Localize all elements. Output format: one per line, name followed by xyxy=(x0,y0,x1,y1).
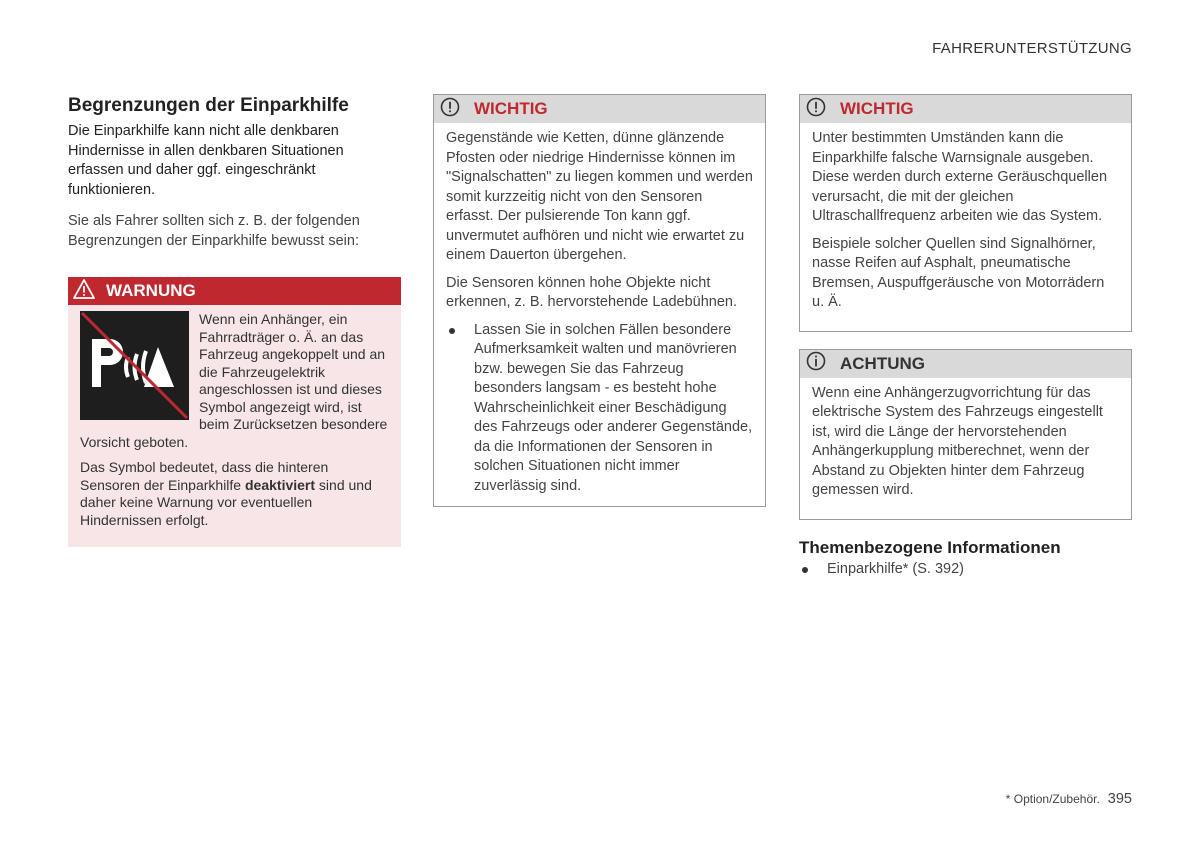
important-box-2 xyxy=(799,94,1132,332)
important-paragraph-3: Unter bestimmten Umständen kann die Einparkhilfe falsche Warnsignale ausgeben. Diese werden durch externe Geräuschquellen verursacht, die mit der gleichen Ultraschallfrequenz arbeiten wie das System. xyxy=(812,130,1108,224)
column-left xyxy=(68,94,401,547)
important-list xyxy=(446,321,753,497)
warning-text-1: Wenn ein Anhänger, ein Fahrradträger o. Ä. an das Fahrzeug angekoppelt und an die Fahrzeugelektrik angeschlossen ist und dieses Symbol angezeigt wird, ist beim Zurücksetzen besondere Vorsicht geboten. xyxy=(80,311,388,450)
section-heading: Begrenzungen der Einparkhilfe xyxy=(68,95,349,116)
footnote: * Option/Zubehör. xyxy=(1005,792,1100,806)
important-header-2 xyxy=(800,95,1131,123)
important-paragraph-1: Gegenstände wie Ketten, dünne glänzende Pfosten oder niedrige Hindernisse können im "Signalschatten" zu liegen kommen und werden somit kurzzeitig nicht von den Sensoren erfasst. Der pulsierende Ton kann ggf. unvermutet aufhören und nicht wie erwartet zu einem Dauerton übergehen. xyxy=(446,130,753,263)
important-title: WICHTIG xyxy=(474,99,548,118)
info-circle-icon xyxy=(806,351,840,376)
attention-header xyxy=(800,350,1131,378)
footer xyxy=(1006,791,1132,807)
list-item: Lassen Sie in solchen Fällen besondere Aufmerksamkeit walten und manövrieren bzw. bewegen Sie das Fahrzeug besonders langsam - es besteht hohe Wahrscheinlichkeit einer Beschädigung des Fahrzeugs oder anderer Gegenstände, da die Informationen der Sensoren in solchen Situationen nicht immer zuverlässig sind. xyxy=(446,321,753,497)
warning-box xyxy=(68,277,401,547)
page-number: 395 xyxy=(1107,791,1132,807)
warning-body xyxy=(68,305,401,547)
column-right xyxy=(799,94,1132,579)
important-paragraph-4: Beispiele solcher Quellen sind Signalhörner, nasse Reifen auf Asphalt, pneumatische Bremsen, Auspuffgeräusche von Motorrädern u. Ä. xyxy=(812,235,1105,310)
important-paragraph-2: Die Sensoren können hohe Objekte nicht erkennen, z. B. hervorstehende Ladebühnen. xyxy=(446,274,738,310)
important-box xyxy=(433,94,766,507)
column-middle xyxy=(433,94,766,507)
important-body xyxy=(434,123,765,506)
important-body-2 xyxy=(800,123,1131,331)
intro-paragraph: Die Einparkhilfe kann nicht alle denkbaren Hindernisse in allen denkbaren Situationen erfassen und daher ggf. eingeschränkt funktionieren. xyxy=(68,123,344,198)
related-link[interactable]: Einparkhilfe* (S. 392) xyxy=(799,560,1132,580)
related-info-heading: Themenbezogene Informationen xyxy=(799,537,1061,557)
important-title-2: WICHTIG xyxy=(840,99,914,118)
warning-title: WARNUNG xyxy=(106,281,196,300)
exclamation-circle-icon xyxy=(440,97,474,122)
attention-title: ACHTUNG xyxy=(840,353,925,373)
lead-paragraph: Sie als Fahrer sollten sich z. B. der folgenden Begrenzungen der Einparkhilfe bewusst sein: xyxy=(68,213,360,249)
attention-body xyxy=(800,378,1131,519)
exclamation-circle-icon xyxy=(806,97,840,122)
attention-box xyxy=(799,349,1132,520)
attention-paragraph: Wenn eine Anhängerzugvorrichtung für das elektrische System des Fahrzeugs eingestellt ist, wird die Länge der hervorstehenden Anhängerkupplung mitberechnet, wenn der Abstand zu Objekten hinter dem Fahrzeug gemessen wird. xyxy=(812,384,1103,498)
park-assist-disabled-icon xyxy=(80,311,189,420)
warning-text-2: Das Symbol bedeutet, dass die hinteren Sensoren der Einparkhilfe deaktiviert sind und daher keine Warnung vor eventuellen Hindernissen erfolgt. xyxy=(80,459,372,528)
deactivated-emphasis: deaktiviert xyxy=(245,476,316,493)
warning-header xyxy=(68,277,401,305)
section-header: FAHRERUNTERSTÜTZUNG xyxy=(932,40,1132,57)
warning-triangle-icon xyxy=(72,278,106,305)
important-header xyxy=(434,95,765,123)
related-info-list xyxy=(799,560,1132,580)
